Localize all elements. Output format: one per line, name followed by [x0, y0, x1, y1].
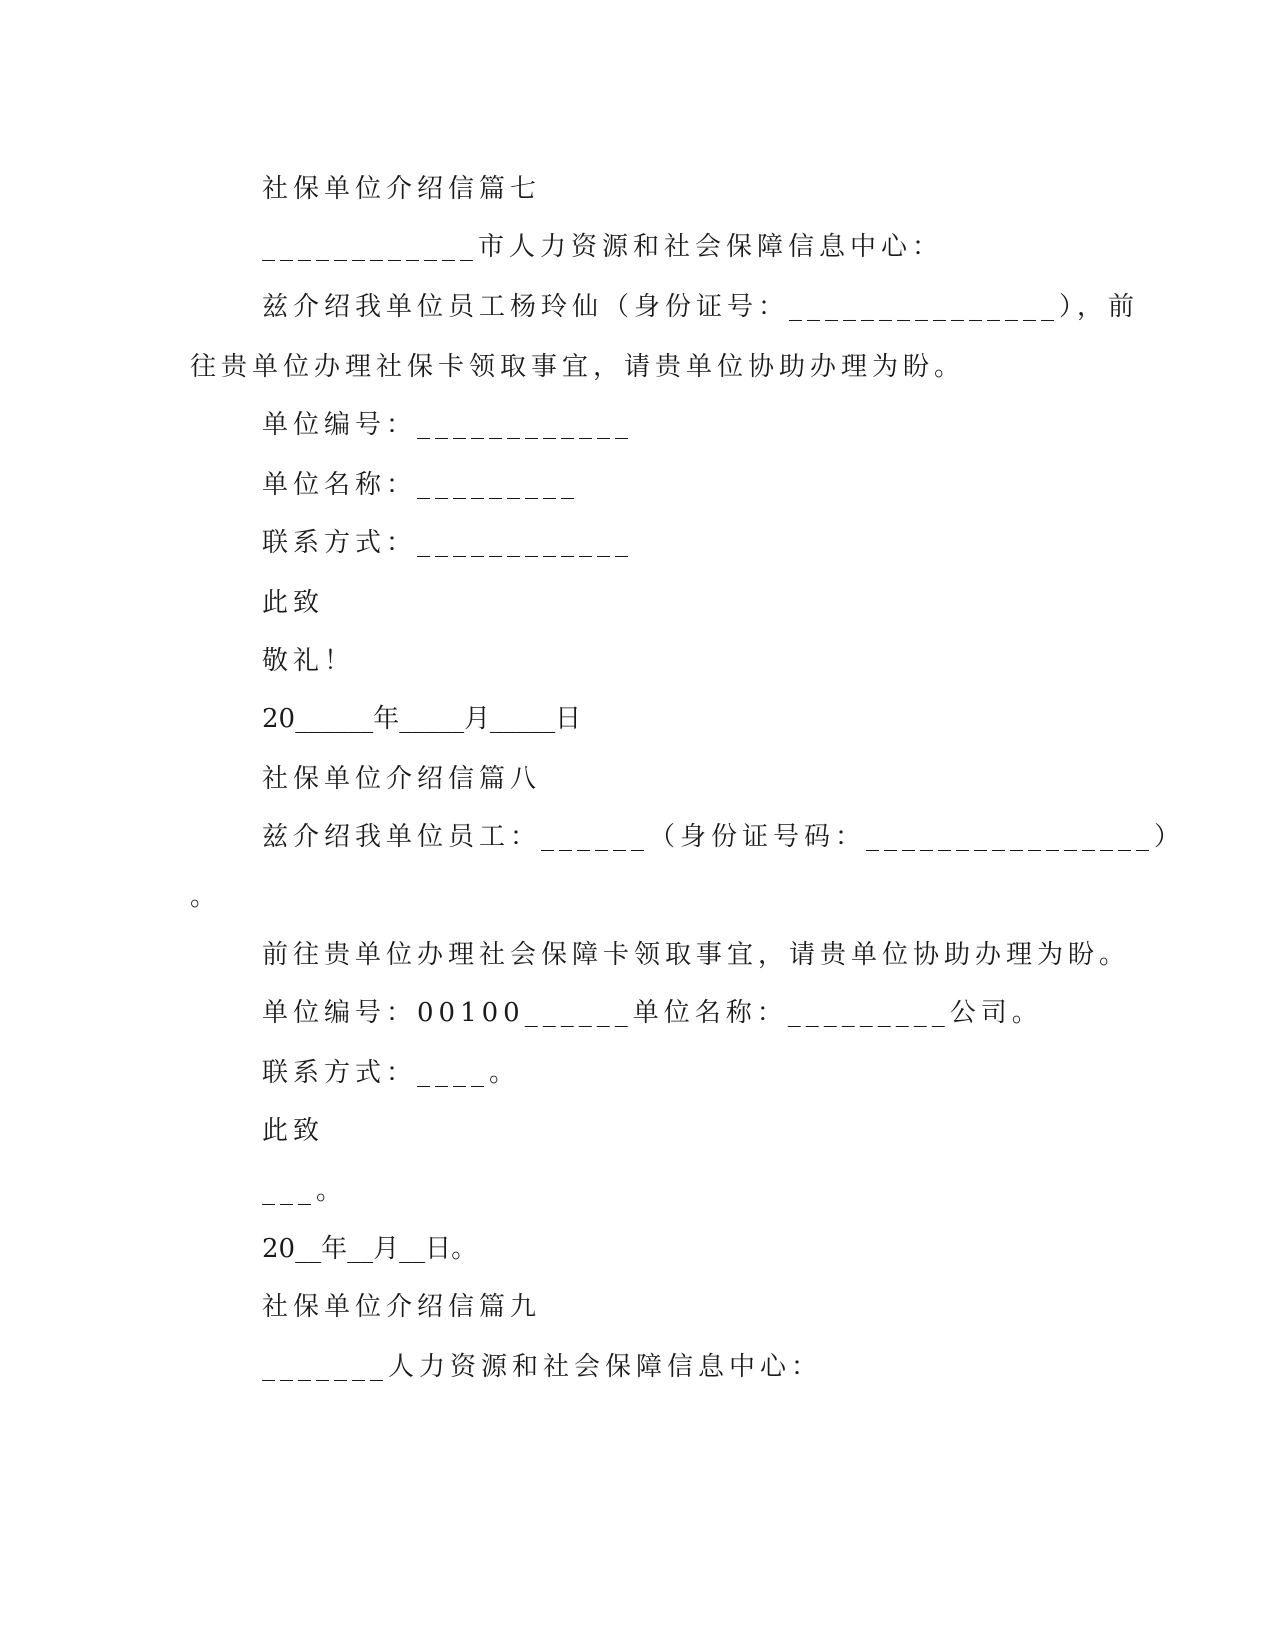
salutation-8: ___。 [262, 1176, 348, 1206]
unit-name-7: 单位名称：_________ [262, 470, 580, 500]
unit-number-7: 单位编号：____________ [262, 410, 634, 440]
salutation-7: 敬礼！ [262, 646, 356, 676]
recipient-line-7: ____________市人力资源和社会保障信息中心： [262, 232, 944, 262]
body-line-7a: 兹介绍我单位员工杨玲仙（身份证号：_______________），前 [262, 292, 1140, 322]
section-title-9: 社保单位介绍信篇九 [262, 1292, 542, 1322]
date-7: 20______年_____月_____日 [262, 704, 582, 734]
closing-8: 此致 [262, 1116, 325, 1146]
contact-7: 联系方式：____________ [262, 528, 634, 558]
body-line-8b: 。 [190, 882, 222, 912]
section-title-8: 社保单位介绍信篇八 [262, 764, 542, 794]
section-title-7: 社保单位介绍信篇七 [262, 174, 542, 204]
closing-7: 此致 [262, 588, 325, 618]
date-8: 20__年__月__日。 [262, 1234, 478, 1264]
contact-8: 联系方式：____。 [262, 1058, 521, 1088]
unit-info-8: 单位编号：00100______单位名称：_________公司。 [262, 998, 1043, 1028]
recipient-line-9: _______人力资源和社会保障信息中心： [262, 1352, 823, 1382]
body-line-7b: 往贵单位办理社保卡领取事宜，请贵单位协助办理为盼。 [190, 352, 966, 382]
body-line-8a: 兹介绍我单位员工：______（身份证号码：________________） [262, 822, 1186, 852]
body-line-8c: 前往贵单位办理社会保障卡领取事宜，请贵单位协助办理为盼。 [262, 940, 1131, 970]
